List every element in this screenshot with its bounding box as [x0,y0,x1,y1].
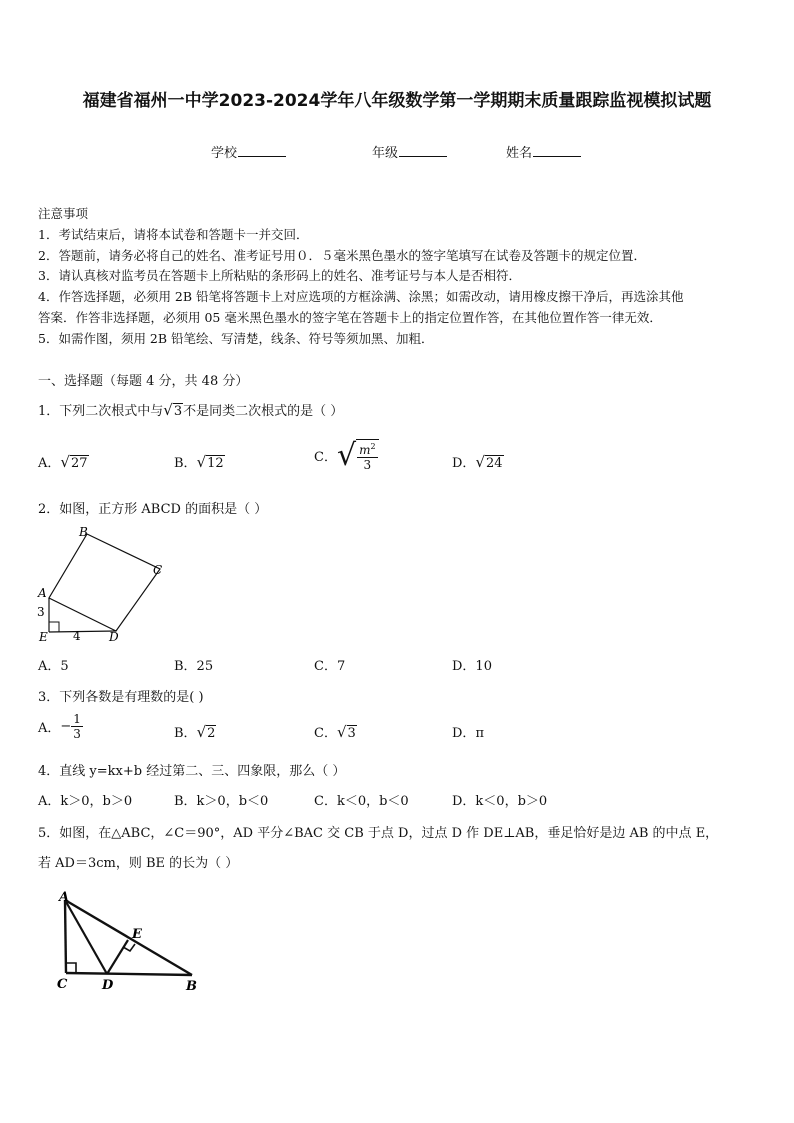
note-item: 5．如需作图，须用 2B 铅笔绘、写清楚，线条、符号等须加黑、加粗． [38,331,434,346]
notes-heading: 注意事项 [38,206,89,221]
segment-cb [66,973,192,975]
q2-option-b[interactable]: B．25 [174,659,214,674]
q4-option-b[interactable]: B．k＞0，b＜0 [174,794,269,809]
q3-option-b[interactable]: B．√2 [174,723,216,741]
note-item: 4．作答选择题，必须用 2B 铅笔将答题卡上对应选项的方框涂满、涂黑；如需改动，请用橡皮擦干净后，再选涂其他 [38,289,684,304]
school-field[interactable] [211,142,286,161]
page-title: 福建省福州一中学2023-2024学年八年级数学第一学期期末质量跟踪监视模拟试题 [82,91,712,111]
question-4-stem: 4．直线 y=kx+b 经过第二、三、四象限，那么（ ） [38,764,346,779]
grade-blank[interactable] [399,144,447,157]
q3-option-d[interactable]: D．π [452,726,484,741]
q1-option-b[interactable]: B．√12 [174,453,224,471]
label-c: C [57,977,68,992]
sqrt-expression: √3 [336,723,356,741]
school-label: 学校 [211,146,238,161]
right-angle-mark [49,622,59,632]
question-2-stem: 2．如图，正方形 ABCD 的面积是（ ） [38,502,268,517]
question-3-stem: 3．下列各数是有理数的是( ) [38,690,204,705]
segment-de [107,940,128,974]
note-item: 2．答题前，请务必将自己的姓名、准考证号用０．５毫米黑色墨水的签字笔填写在试卷及答题卡的规定位置． [38,248,646,263]
name-blank[interactable] [533,144,581,157]
section-heading: 一、选择题（每题 4 分，共 48 分） [38,374,249,389]
sqrt-expression: √ $\frac{m^2}{3}$ [337,438,379,473]
q2-square-figure [32,524,172,646]
segment-ab [65,900,192,975]
q1-option-d[interactable]: D．√24 [452,453,503,471]
q4-option-a[interactable]: A．k＞0，b＞0 [38,794,133,809]
q3-option-a[interactable]: A．− $\frac{1}{3}$ [38,712,81,741]
q2-option-d[interactable]: D．10 [452,659,492,674]
note-item: 答案．作答非选择题，必须用 05 毫米黑色墨水的签字笔在答题卡上的指定位置作答，在其他位置作答一律无效． [38,310,662,325]
label-4: 4 [73,629,81,643]
label-b: B [186,979,197,994]
label-d: D [109,630,119,644]
sqrt-expression: √24 [475,453,503,471]
school-blank[interactable] [238,144,286,157]
question-5-stem-line1: 5．如图，在△ABC，∠C＝90°，AD 平分∠BAC 交 CB 于点 D，过点 D 作 DE⊥AB，垂足恰好是边 AB 的中点 E， [38,826,719,841]
grade-field[interactable] [372,142,447,161]
segment-ac [65,900,66,973]
note-item: 3．请认真核对监考员在答题卡上所粘贴的条形码上的姓名、准考证号与本人是否相符． [38,268,521,283]
name-label: 姓名 [506,146,533,161]
label-b: B [79,525,88,539]
right-angle-mark-c [66,963,76,973]
sqrt-expression: √12 [196,453,224,471]
label-a: A [59,890,70,905]
label-3: 3 [37,605,45,619]
note-item: 1．考试结束后，请将本试卷和答题卡一并交回． [38,227,309,242]
label-a: A [38,586,47,600]
q1-option-c[interactable]: C．√ $\frac{m^2}{3}$ [314,438,379,473]
q2-option-a[interactable]: A．5 [38,659,69,674]
sqrt-expression: √27 [60,453,88,471]
label-c: C [153,563,163,577]
sqrt-expression: √3 [163,401,183,419]
question-5-stem-line2: 若 AD＝3cm，则 BE 的长为（ ） [38,856,239,871]
q1-option-a[interactable]: A．√27 [38,453,88,471]
question-1-stem: 1．下列二次根式中与√3不是同类二次根式的是（ ） [38,401,344,419]
q5-triangle-figure [50,885,210,997]
grade-label: 年级 [372,146,399,161]
sqrt-expression: √2 [196,723,216,741]
q4-option-c[interactable]: C．k＜0，b＜0 [314,794,409,809]
q4-option-d[interactable]: D．k＜0，b＞0 [452,794,548,809]
q2-option-c[interactable]: C．7 [314,659,346,674]
square-abcd [49,534,163,631]
label-e: E [132,927,142,942]
name-field[interactable] [506,142,581,161]
label-e: E [39,630,48,644]
fraction: $\frac{1}{3}$ [73,712,81,741]
q3-option-c[interactable]: C．√3 [314,723,356,741]
label-d: D [102,978,114,993]
